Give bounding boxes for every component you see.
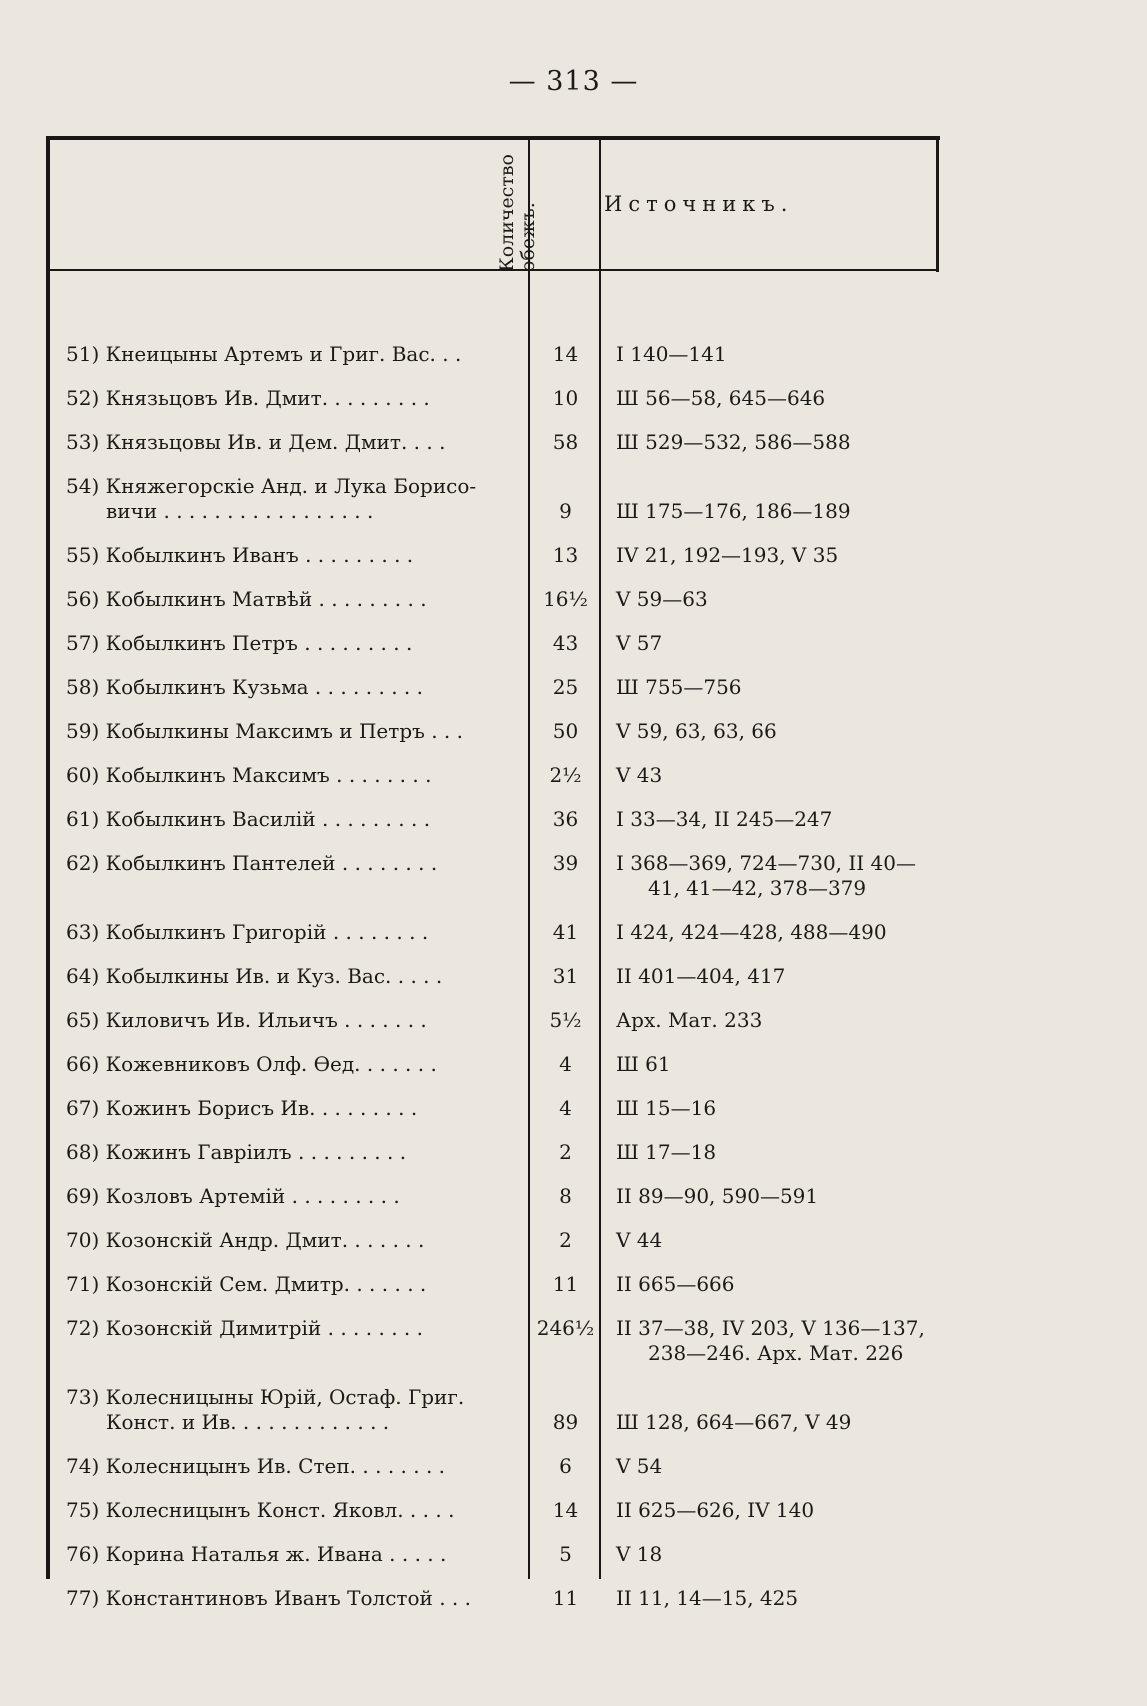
entry-count: 2 (559, 1140, 572, 1164)
entry-count: 50 (552, 719, 579, 743)
entry-source (616, 675, 931, 700)
entry-source-line: II 625—626, IV 140 (616, 1498, 815, 1522)
entry-source (616, 1096, 931, 1121)
entry-source-line: I 140—141 (616, 342, 727, 366)
entry-source-line: V 59—63 (616, 587, 708, 611)
entry-count: 16½ (543, 587, 588, 611)
entry-name-line: 69) Козловъ Артемій . . . . . . . . . (66, 1184, 400, 1208)
entry-name-line: 63) Кобылкинъ Григорій . . . . . . . . (66, 920, 429, 944)
entry-name (66, 807, 520, 832)
entry-source (616, 763, 931, 788)
entry-name (66, 386, 520, 411)
entry-name-line: 54) Княжегорскіе Анд. и Лука Борисо- (66, 474, 477, 498)
entry-count: 36 (552, 807, 579, 831)
entry-source (616, 1586, 931, 1611)
entry-source-line: I 368—369, 724—730, II 40— (616, 851, 916, 875)
header-count-column (497, 154, 539, 272)
entry-source (616, 543, 931, 568)
entry-source-line: II 37—38, IV 203, V 136—137, (616, 1316, 925, 1340)
entry-name-line: Конст. и Ив. . . . . . . . . . . . . (106, 1410, 390, 1434)
entry-source (616, 1008, 931, 1033)
entry-source (616, 1498, 931, 1523)
entry-name-line: 68) Кожинъ Гавріилъ . . . . . . . . . (66, 1140, 407, 1164)
entry-source-line: Ш 56—58, 645—646 (616, 386, 826, 410)
entry-source-line: Ш 175—176, 186—189 (616, 499, 851, 523)
header-source-column: Источникъ. (604, 192, 794, 216)
header-count-line: Количество (496, 154, 518, 272)
table-top-rule (46, 136, 940, 140)
entry-source (616, 587, 931, 612)
entry-count: 8 (559, 1184, 572, 1208)
entry-source-line: V 54 (616, 1454, 663, 1478)
entry-source-line: V 18 (616, 1542, 663, 1566)
entry-name (66, 1454, 520, 1479)
entry-name-line: 58) Кобылкинъ Кузьма . . . . . . . . . (66, 675, 423, 699)
entry-count: 6 (559, 1454, 572, 1478)
entry-name-line: 51) Кнеицыны Артемъ и Григ. Вас. . . (66, 342, 462, 366)
entry-source-line: V 44 (616, 1228, 663, 1252)
entry-count: 246½ (536, 1316, 595, 1340)
entry-name-line: 55) Кобылкинъ Иванъ . . . . . . . . . (66, 543, 414, 567)
entry-name (66, 1272, 520, 1297)
entry-source (616, 1542, 931, 1567)
entry-name (66, 1586, 520, 1611)
entry-count: 14 (552, 342, 579, 366)
entry-name-line: вичи . . . . . . . . . . . . . . . . . (106, 499, 374, 523)
entry-name-line: 56) Кобылкинъ Матвѣй . . . . . . . . . (66, 587, 427, 611)
entry-count: 43 (552, 631, 579, 655)
entry-source (616, 342, 931, 367)
entry-count: 41 (552, 920, 579, 944)
entry-source-line: Ш 15—16 (616, 1096, 717, 1120)
entry-count: 4 (559, 1052, 572, 1076)
entry-name (66, 920, 520, 945)
entry-count: 14 (552, 1498, 579, 1522)
entry-name (66, 587, 520, 612)
entry-name (66, 851, 520, 876)
entry-source-line: Ш 755—756 (616, 675, 742, 699)
entry-count: 5 (559, 1542, 572, 1566)
entry-name (66, 1228, 520, 1253)
entry-source (616, 499, 931, 524)
entry-name-line: 67) Кожинъ Борисъ Ив. . . . . . . . . (66, 1096, 418, 1120)
entry-name (66, 763, 520, 788)
entry-source (616, 1454, 931, 1479)
entry-source (616, 851, 931, 901)
entry-name-line: 71) Козонскій Сем. Дмитр. . . . . . . (66, 1272, 427, 1296)
entry-source-line: Ш 61 (616, 1052, 671, 1076)
entry-source-line: V 43 (616, 763, 663, 787)
header-count-line: обежъ. (517, 202, 539, 272)
entry-count: 2½ (549, 763, 582, 787)
entry-name (66, 1184, 520, 1209)
entry-count: 39 (552, 851, 579, 875)
entry-source-line: 41, 41—42, 378—379 (648, 876, 867, 900)
entry-name (66, 1008, 520, 1033)
entry-name-line: 60) Кобылкинъ Максимъ . . . . . . . . (66, 763, 432, 787)
entry-name-line: 77) Константиновъ Иванъ Толстой . . . (66, 1586, 471, 1610)
entry-name-line: 70) Козонскій Андр. Дмит. . . . . . . (66, 1228, 425, 1252)
entry-source-line: I 424, 424—428, 488—490 (616, 920, 887, 944)
entry-source-line: II 11, 14—15, 425 (616, 1586, 799, 1610)
entry-source-line: I 33—34, II 245—247 (616, 807, 833, 831)
entry-name (66, 719, 520, 744)
entry-name (66, 1096, 520, 1121)
page-number: — 313 — (508, 66, 639, 97)
entry-source (616, 1410, 931, 1435)
entry-name-line: 52) Князьцовъ Ив. Дмит. . . . . . . . . (66, 386, 430, 410)
entry-name (66, 1316, 520, 1341)
entry-name-line: 61) Кобылкинъ Василій . . . . . . . . . (66, 807, 431, 831)
entry-source (616, 430, 931, 455)
entry-name (66, 342, 520, 367)
entry-source (616, 1184, 931, 1209)
entry-name (66, 543, 520, 568)
entry-source-line: II 665—666 (616, 1272, 735, 1296)
entry-count: 89 (552, 1410, 579, 1434)
entry-source (616, 1140, 931, 1165)
entry-count: 2 (559, 1228, 572, 1252)
entry-name-line: 64) Кобылкины Ив. и Куз. Вас. . . . . (66, 964, 443, 988)
entry-source-line: II 401—404, 417 (616, 964, 786, 988)
entry-name (66, 675, 520, 700)
entry-name-line: 66) Кожевниковъ Олф. Ѳед. . . . . . . (66, 1052, 437, 1076)
entry-source-line: Ш 17—18 (616, 1140, 717, 1164)
entry-source (616, 719, 931, 744)
entry-source (616, 1316, 931, 1366)
entry-name (66, 1140, 520, 1165)
entry-source-line: Арх. Мат. 233 (616, 1008, 763, 1032)
table-right-rule (936, 136, 939, 272)
entry-name-line: 65) Киловичъ Ив. Ильичъ . . . . . . . (66, 1008, 427, 1032)
entry-count: 58 (552, 430, 579, 454)
entry-source (616, 920, 931, 945)
entry-name-line: 57) Кобылкинъ Петръ . . . . . . . . . (66, 631, 413, 655)
entry-name-line: 72) Козонскій Димитрій . . . . . . . . (66, 1316, 423, 1340)
entry-count: 10 (552, 386, 579, 410)
entry-source-line: Ш 128, 664—667, V 49 (616, 1410, 852, 1434)
entry-source (616, 1272, 931, 1297)
entry-name-line: 62) Кобылкинъ Пантелей . . . . . . . . (66, 851, 438, 875)
entry-count: 31 (552, 964, 579, 988)
entry-name-line: 53) Князьцовы Ив. и Дем. Дмит. . . . (66, 430, 446, 454)
entry-name (66, 1498, 520, 1523)
entry-source-line: 238—246. Арх. Мат. 226 (648, 1341, 904, 1365)
entry-name (66, 1052, 520, 1077)
entry-count: 11 (552, 1272, 579, 1296)
entry-name-line: 75) Колесницынъ Конст. Яковл. . . . . (66, 1498, 455, 1522)
entry-source (616, 631, 931, 656)
entry-name-line: 73) Колесницыны Юрій, Остаф. Григ. (66, 1385, 465, 1409)
entry-source-line: II 89—90, 590—591 (616, 1184, 819, 1208)
entry-count: 9 (559, 499, 572, 523)
entry-source (616, 964, 931, 989)
entry-name (66, 430, 520, 455)
entry-name (66, 474, 520, 524)
entry-count: 4 (559, 1096, 572, 1120)
table-left-rule (46, 136, 50, 1579)
entry-name-line: 74) Колесницынъ Ив. Степ. . . . . . . . (66, 1454, 446, 1478)
entry-count: 5½ (549, 1008, 582, 1032)
entry-source (616, 1052, 931, 1077)
entry-source-line: V 57 (616, 631, 663, 655)
entry-count: 25 (552, 675, 579, 699)
entry-name (66, 1385, 520, 1435)
entry-count: 11 (552, 1586, 579, 1610)
entry-source (616, 386, 931, 411)
entry-source-line: IV 21, 192—193, V 35 (616, 543, 839, 567)
entry-name-line: 76) Корина Наталья ж. Ивана . . . . . (66, 1542, 447, 1566)
entry-name (66, 1542, 520, 1567)
entry-name (66, 964, 520, 989)
entry-name-line: 59) Кобылкины Максимъ и Петръ . . . (66, 719, 464, 743)
header-divider-rule (46, 269, 939, 271)
entry-count: 13 (552, 543, 579, 567)
entry-source (616, 1228, 931, 1253)
entry-source-line: V 59, 63, 63, 66 (616, 719, 777, 743)
entry-name (66, 631, 520, 656)
entry-source (616, 807, 931, 832)
entry-source-line: Ш 529—532, 586—588 (616, 430, 851, 454)
